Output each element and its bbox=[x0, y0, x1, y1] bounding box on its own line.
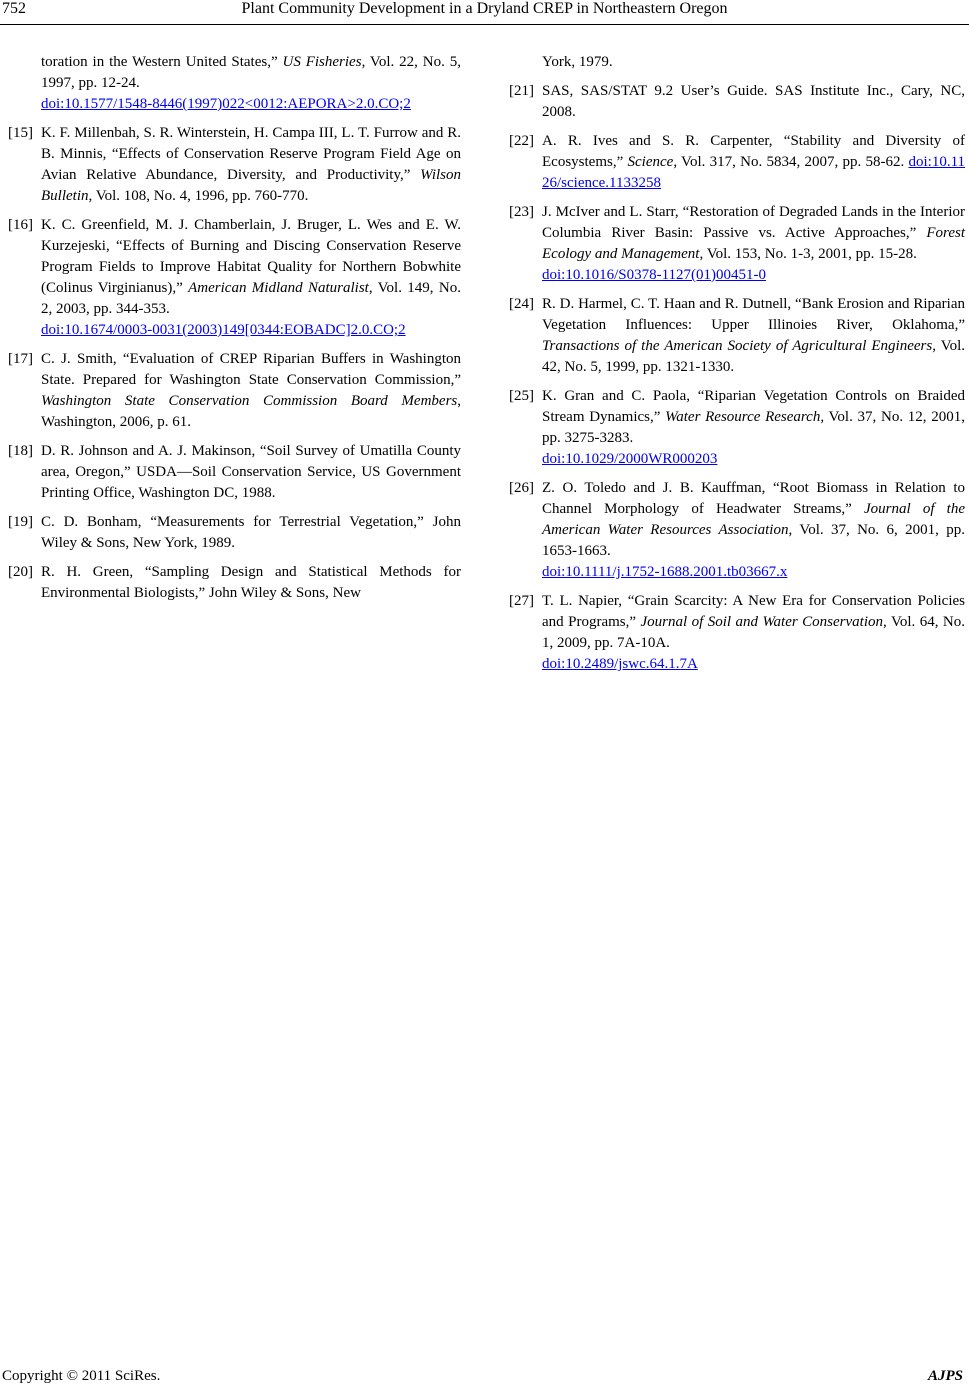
reference-details: , Vol. 149, No. 2, 2003, pp. 344-353. bbox=[41, 280, 461, 317]
right-column bbox=[509, 52, 965, 683]
reference-number: [18] bbox=[8, 443, 33, 459]
reference-text: York, 1979. bbox=[542, 54, 613, 70]
reference-details: , Vol. 317, No. 5834, 2007, pp. 58-62. bbox=[673, 154, 909, 170]
reference-journal: Science bbox=[627, 154, 674, 170]
page-footer bbox=[0, 1366, 969, 1386]
page-number: 752 bbox=[2, 0, 26, 17]
reference-details: , Vol. 22, No. 5, 1997, pp. 12-24. bbox=[41, 54, 461, 91]
reference-text: D. R. Johnson and A. J. Makinson, “Soil Survey of Umatilla County area, Oregon,” USDA—Soil Conservation Service, US Government Printing Office, Washington DC, 1988. bbox=[41, 443, 461, 501]
reference-item bbox=[8, 349, 461, 433]
reference-text: toration in the Western United States,” bbox=[41, 54, 283, 70]
running-title: Plant Community Development in a Dryland CREP in Northeastern Oregon bbox=[241, 0, 728, 17]
reference-continuation bbox=[509, 52, 965, 73]
copyright-notice: Copyright © 2011 SciRes. bbox=[2, 1368, 161, 1384]
journal-abbreviation: AJPS bbox=[927, 1368, 963, 1384]
header-rule bbox=[0, 24, 969, 25]
reference-text: A. R. Ives and S. R. Carpenter, “Stability and Diversity of Ecosystems,” bbox=[542, 133, 965, 170]
reference-item bbox=[509, 202, 965, 286]
doi-link[interactable]: doi:10.1674/0003-0031(2003)149[0344:EOBADC]2.0.CO;2 bbox=[41, 322, 406, 338]
reference-journal: Journal of the American Water Resources Association bbox=[542, 501, 966, 538]
reference-journal: Wilson Bulletin bbox=[41, 167, 461, 204]
reference-list bbox=[509, 81, 965, 675]
doi-link[interactable]: doi:10.1029/2000WR000203 bbox=[542, 451, 718, 467]
reference-item bbox=[509, 591, 965, 675]
reference-details: , Vol. 37, No. 6, 2001, pp. 1653-1663. bbox=[542, 522, 965, 559]
reference-text: K. C. Greenfield, M. J. Chamberlain, J. Bruger, L. Wes and E. W. Kurzejeski, “Effects of Burning and Discing Conservation Reserve Program Fields to Improve Habitat Quality for Northern Bobwhite (Colinus Virginianus),” bbox=[41, 217, 461, 296]
reference-item bbox=[509, 131, 965, 194]
reference-text: J. McIver and L. Starr, “Restoration of Degraded Lands in the Interior Columbia River Basin: Passive vs. Active Approaches,” bbox=[542, 204, 965, 241]
reference-item bbox=[509, 81, 965, 123]
reference-text: C. D. Bonham, “Measurements for Terrestrial Vegetation,” John Wiley & Sons, New York, 1989. bbox=[41, 514, 461, 551]
reference-journal: Washington State Conservation Commission Board Members bbox=[41, 393, 458, 409]
reference-item bbox=[509, 294, 965, 378]
reference-item bbox=[8, 441, 461, 504]
reference-journal: Forest Ecology and Management bbox=[542, 225, 965, 262]
reference-journal: American Midland Naturalist bbox=[188, 280, 369, 296]
reference-item bbox=[8, 562, 461, 604]
reference-item bbox=[509, 386, 965, 470]
reference-text: Z. O. Toledo and J. B. Kauffman, “Root Biomass in Relation to Channel Morphology of Headwater Streams,” bbox=[542, 480, 965, 517]
reference-number: [19] bbox=[8, 514, 33, 530]
reference-details: , Washington, 2006, p. 61. bbox=[41, 393, 461, 430]
doi-link[interactable]: doi:10.2489/jswc.64.1.7A bbox=[542, 656, 698, 672]
left-column bbox=[8, 52, 461, 612]
reference-details: , Vol. 37, No. 12, 2001, pp. 3275-3283. bbox=[542, 409, 965, 446]
reference-list bbox=[8, 123, 461, 604]
reference-text: K. Gran and C. Paola, “Riparian Vegetation Controls on Braided Stream Dynamics,” bbox=[542, 388, 965, 425]
reference-details: , Vol. 64, No. 1, 2009, pp. 7A-10A. bbox=[542, 614, 965, 651]
reference-number: [16] bbox=[8, 217, 33, 233]
reference-number: [22] bbox=[509, 133, 534, 149]
reference-details: , Vol. 42, No. 5, 1999, pp. 1321-1330. bbox=[542, 338, 966, 375]
reference-journal: US Fisheries bbox=[282, 54, 362, 70]
doi-link[interactable]: doi:10.1577/1548-8446(1997)022<0012:AEPORA>2.0.CO;2 bbox=[41, 96, 411, 112]
reference-details: , Vol. 153, No. 1-3, 2001, pp. 15-28. bbox=[699, 246, 917, 262]
reference-journal: Transactions of the American Society of Agricultural Engineers bbox=[542, 338, 933, 354]
reference-details: , Vol. 108, No. 4, 1996, pp. 760-770. bbox=[88, 188, 309, 204]
reference-number: [15] bbox=[8, 125, 33, 141]
doi-link[interactable]: doi:10.1126/science.1133258 bbox=[542, 154, 966, 191]
reference-text: T. L. Napier, “Grain Scarcity: A New Era for Conservation Policies and Programs,” bbox=[542, 593, 965, 630]
reference-text: K. F. Millenbah, S. R. Winterstein, H. Campa III, L. T. Furrow and R. B. Minnis, “Effects of Conservation Reserve Program Field Age on Avian Relative Abundance, Diversity, and Productivity,” bbox=[41, 125, 461, 183]
reference-text: SAS, SAS/STAT 9.2 User’s Guide. SAS Institute Inc., Cary, NC, 2008. bbox=[542, 83, 965, 120]
reference-journal: Water Resource Research bbox=[665, 409, 821, 425]
reference-number: [17] bbox=[8, 351, 33, 367]
reference-continuation bbox=[8, 52, 461, 115]
reference-item bbox=[8, 123, 461, 207]
reference-item bbox=[509, 478, 965, 583]
reference-number: [23] bbox=[509, 204, 534, 220]
doi-link[interactable]: doi:10.1016/S0378-1127(01)00451-0 bbox=[542, 267, 767, 283]
doi-link[interactable]: doi:10.1111/j.1752-1688.2001.tb03667.x bbox=[542, 564, 788, 580]
reference-number: [21] bbox=[509, 83, 534, 99]
reference-number: [20] bbox=[8, 564, 33, 580]
reference-item bbox=[8, 215, 461, 341]
reference-text: C. J. Smith, “Evaluation of CREP Riparian Buffers in Washington State. Prepared for Washington State Conservation Commission,” bbox=[41, 351, 461, 388]
page-header bbox=[0, 0, 969, 22]
reference-item bbox=[8, 512, 461, 554]
reference-number: [25] bbox=[509, 388, 534, 404]
reference-number: [24] bbox=[509, 296, 534, 312]
reference-number: [27] bbox=[509, 593, 534, 609]
reference-journal: Journal of Soil and Water Conservation bbox=[640, 614, 884, 630]
reference-text: R. H. Green, “Sampling Design and Statistical Methods for Environmental Biologists,” John Wiley & Sons, New bbox=[41, 564, 461, 601]
reference-text: R. D. Harmel, C. T. Haan and R. Dutnell, “Bank Erosion and Riparian Vegetation Influences: Upper Illinoies River, Oklahoma,” bbox=[542, 296, 965, 333]
reference-number: [26] bbox=[509, 480, 534, 496]
